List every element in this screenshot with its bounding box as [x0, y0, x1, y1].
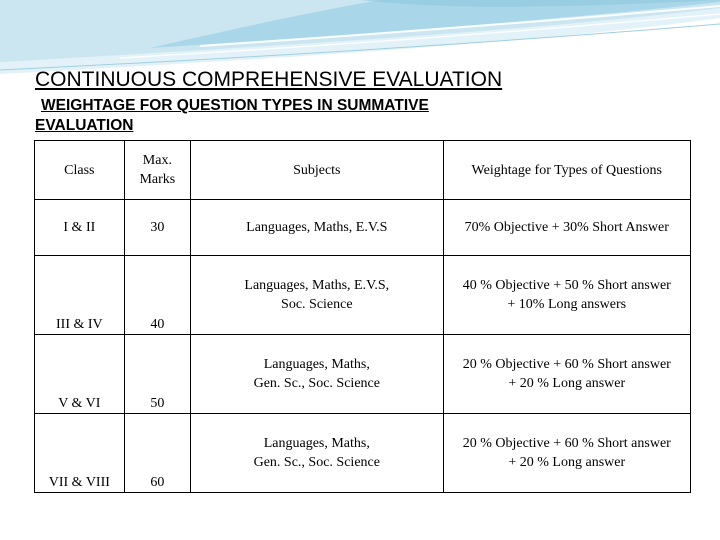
header-weightage: Weightage for Types of Questions: [443, 141, 690, 200]
cell-max-marks: 30: [124, 200, 190, 256]
cell-subjects: [191, 414, 443, 493]
subtitle-line-2: EVALUATION: [35, 117, 134, 134]
cell-weightage-line-1: 20 % Objective + 60 % Short answer: [462, 436, 671, 451]
table-row: [35, 256, 691, 335]
cell-weightage: 70% Objective + 30% Short Answer: [443, 200, 690, 256]
cell-class: VII & VIII: [35, 414, 125, 493]
cell-weightage-line-2: + 20 % Long answer: [508, 455, 626, 470]
cell-subjects-line-1: Languages, Maths,: [263, 436, 370, 451]
cell-class: III & IV: [35, 256, 125, 335]
weightage-table: [34, 140, 691, 493]
table-row: [35, 335, 691, 414]
cell-max-marks: 60: [124, 414, 190, 493]
header-max-marks-line-2: Marks: [139, 172, 176, 187]
page-subtitle: [35, 96, 515, 136]
cell-weightage: [443, 256, 690, 335]
header-subjects: Subjects: [191, 141, 443, 200]
cell-weightage: [443, 414, 690, 493]
cell-subjects: Languages, Maths, E.V.S: [191, 200, 443, 256]
subtitle-line-1: WEIGHTAGE FOR QUESTION TYPES IN SUMMATIVE: [41, 97, 429, 114]
cell-weightage-line-2: + 10% Long answers: [507, 297, 627, 312]
header-max-marks-line-1: Max.: [142, 153, 172, 168]
cell-subjects-line-2: Soc. Science: [281, 297, 353, 312]
cell-class: V & VI: [35, 335, 125, 414]
cell-weightage-line-1: 20 % Objective + 60 % Short answer: [462, 357, 671, 372]
table-row: [35, 200, 691, 256]
cell-weightage-line-1: 40 % Objective + 50 % Short answer: [462, 278, 671, 293]
cell-max-marks: 50: [124, 335, 190, 414]
header-class: Class: [35, 141, 125, 200]
cell-subjects-line-2: Gen. Sc., Soc. Science: [253, 455, 380, 470]
cell-max-marks: 40: [124, 256, 190, 335]
cell-weightage-line-2: + 20 % Long answer: [508, 376, 626, 391]
table-row: [35, 414, 691, 493]
cell-subjects: [191, 256, 443, 335]
cell-subjects: [191, 335, 443, 414]
cell-weightage: [443, 335, 690, 414]
cell-subjects-line-1: Languages, Maths, E.V.S,: [244, 278, 390, 293]
page-title: CONTINUOUS COMPREHENSIVE EVALUATION: [35, 68, 503, 91]
table-header-row: [35, 141, 691, 200]
cell-subjects-line-2: Gen. Sc., Soc. Science: [253, 376, 380, 391]
cell-class: I & II: [35, 200, 125, 256]
cell-subjects-line-1: Languages, Maths,: [263, 357, 370, 372]
header-max-marks: [124, 141, 190, 200]
